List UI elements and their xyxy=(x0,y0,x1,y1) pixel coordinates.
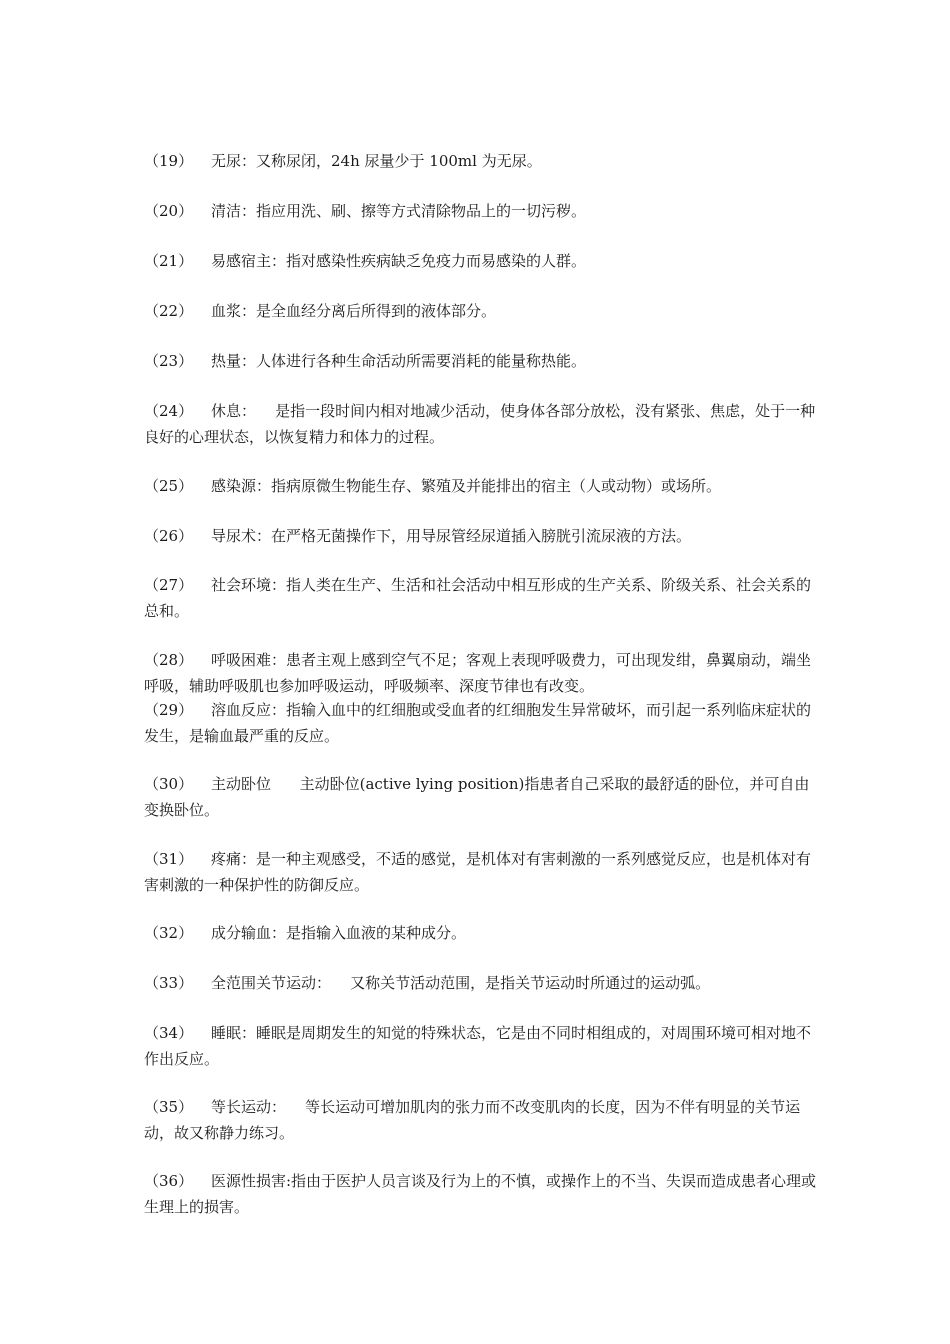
entry-text: 等长运动： 等长运动可增加肌肉的张力而不改变肌肉的长度，因为不伴有明显的关节运动，故又称静力练习。 xyxy=(144,1098,801,1142)
entry-text: 成分输血：是指输入血液的某种成分。 xyxy=(211,924,467,942)
entry-33 xyxy=(144,970,820,996)
entry-23 xyxy=(144,348,820,374)
entry-text: 呼吸困难：患者主观上感到空气不足；客观上表现呼吸费力，可出现发绀，鼻翼扇动，端坐呼吸，辅助呼吸肌也参加呼吸运动，呼吸频率、深度节律也有改变。 xyxy=(144,651,812,695)
entry-25 xyxy=(144,473,820,499)
entry-21 xyxy=(144,248,820,274)
entry-text: 导尿术：在严格无菌操作下，用导尿管经尿道插入膀胱引流尿液的方法。 xyxy=(211,527,692,545)
entry-text: 休息： 是指一段时间内相对地减少活动，使身体各部分放松，没有紧张、焦虑，处于一种良好的心理状态，以恢复精力和体力的过程。 xyxy=(144,402,816,446)
entry-number: （19） xyxy=(144,152,194,170)
entry-27 xyxy=(144,572,820,624)
entry-text: 无尿：又称尿闭，24h 尿量少于 100ml 为无尿。 xyxy=(211,152,542,170)
entry-text: 感染源：指病原微生物能生存、繁殖及并能排出的宿主（人或动物）或场所。 xyxy=(211,477,722,495)
entry-number: （28） xyxy=(144,651,194,669)
entry-number: （26） xyxy=(144,527,194,545)
entry-31 xyxy=(144,846,820,898)
entry-number: （27） xyxy=(144,576,194,594)
entry-number: （29） xyxy=(144,701,194,719)
entry-text: 睡眠：睡眠是周期发生的知觉的特殊状态，它是由不同时相组成的，对周围环境可相对地不作出反应。 xyxy=(144,1024,812,1068)
entry-24 xyxy=(144,398,820,450)
entry-32 xyxy=(144,920,820,946)
entry-number: （33） xyxy=(144,974,194,992)
entry-text: 清洁：指应用洗、刷、擦等方式清除物品上的一切污秽。 xyxy=(211,202,587,220)
entry-20 xyxy=(144,198,820,224)
entry-text: 主动卧位 主动卧位(active lying position)指患者自己采取的最舒适的卧位，并可自由变换卧位。 xyxy=(144,775,810,819)
entry-22 xyxy=(144,298,820,324)
entry-text: 医源性损害:指由于医护人员言谈及行为上的不慎，或操作上的不当、失误而造成患者心理或生理上的损害。 xyxy=(144,1172,817,1216)
entry-number: （21） xyxy=(144,252,194,270)
entry-text: 全范围关节运动： 又称关节活动范围，是指关节运动时所通过的运动弧。 xyxy=(211,974,711,992)
entry-19 xyxy=(144,148,820,174)
entry-28 xyxy=(144,647,820,699)
entry-text: 热量：人体进行各种生命活动所需要消耗的能量称热能。 xyxy=(211,352,587,370)
entry-number: （30） xyxy=(144,775,194,793)
entry-26 xyxy=(144,523,820,549)
entry-30 xyxy=(144,771,820,823)
entry-text: 疼痛：是一种主观感受，不适的感觉，是机体对有害刺激的一系列感觉反应，也是机体对有害刺激的一种保护性的防御反应。 xyxy=(144,850,812,894)
entry-text: 溶血反应：指输入血中的红细胞或受血者的红细胞发生异常破坏，而引起一系列临床症状的发生，是输血最严重的反应。 xyxy=(144,701,812,745)
entry-34 xyxy=(144,1020,820,1072)
entry-number: （23） xyxy=(144,352,194,370)
entry-36 xyxy=(144,1168,820,1220)
entry-number: （34） xyxy=(144,1024,194,1042)
entry-text: 血浆：是全血经分离后所得到的液体部分。 xyxy=(211,302,497,320)
entry-number: （22） xyxy=(144,302,194,320)
entry-number: （25） xyxy=(144,477,194,495)
entry-number: （32） xyxy=(144,924,194,942)
entry-number: （31） xyxy=(144,850,194,868)
entry-text: 社会环境：指人类在生产、生活和社会活动中相互形成的生产关系、阶级关系、社会关系的总和。 xyxy=(144,576,812,620)
entry-35 xyxy=(144,1094,820,1146)
entry-number: （24） xyxy=(144,402,194,420)
entry-text: 易感宿主：指对感染性疾病缺乏免疫力而易感染的人群。 xyxy=(211,252,587,270)
entry-number: （20） xyxy=(144,202,194,220)
entry-number: （36） xyxy=(144,1172,194,1190)
entry-number: （35） xyxy=(144,1098,194,1116)
entry-29 xyxy=(144,697,820,749)
